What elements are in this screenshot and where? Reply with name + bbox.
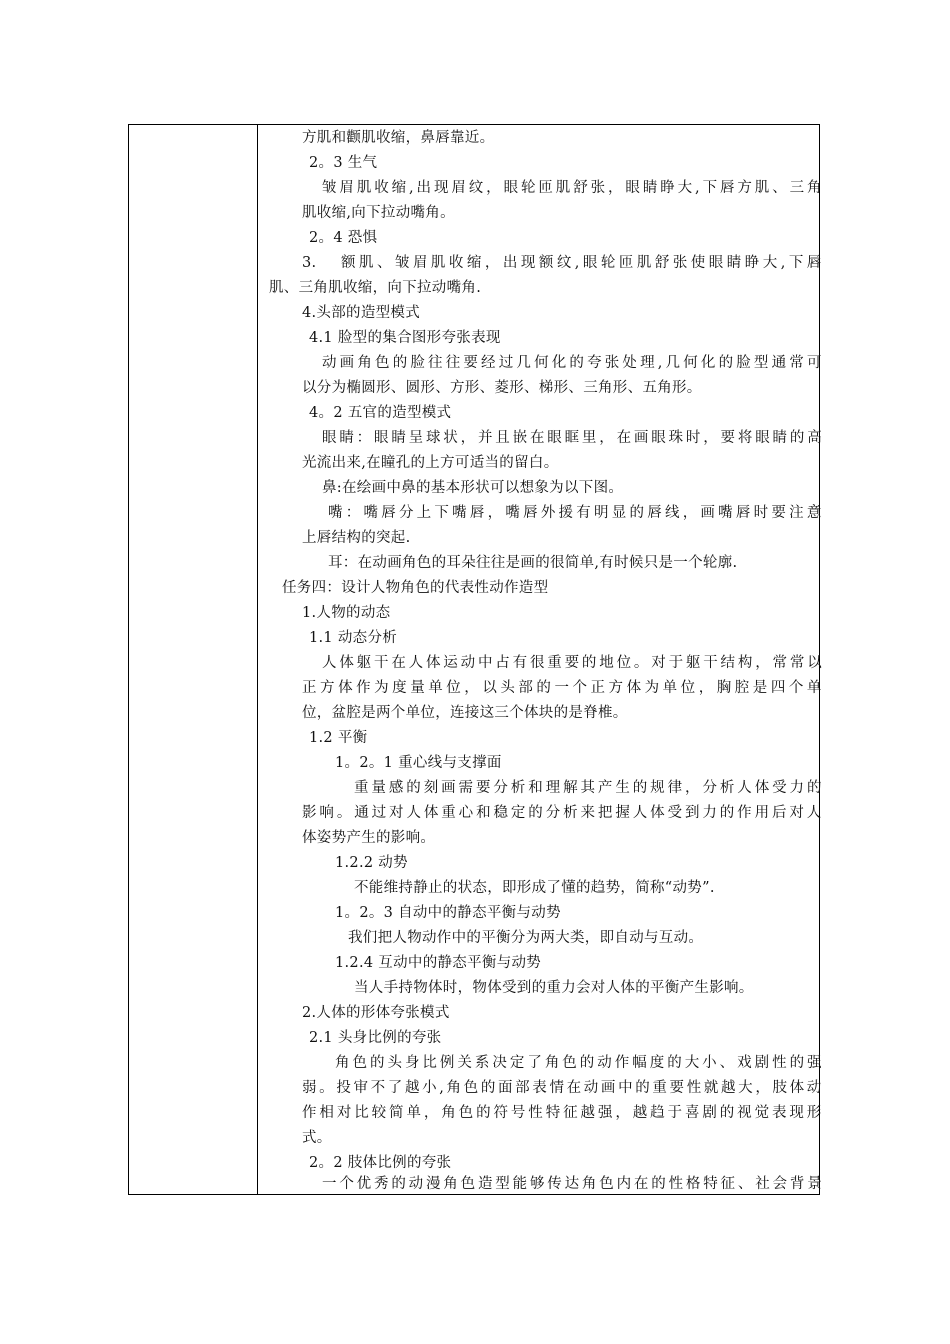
section-heading: 2。3 生气	[309, 155, 378, 171]
section-heading: 1.人物的动态	[302, 605, 391, 621]
text-line: 上唇结构的突起.	[302, 530, 411, 546]
section-heading: 4.1 脸型的集合图形夸张表现	[309, 330, 501, 346]
text-line: 鼻:在绘画中鼻的基本形状可以想象为以下图。	[322, 480, 624, 496]
section-heading: 1.2.4 互动中的静态平衡与动势	[335, 955, 542, 971]
text-line: 肌、三角肌收缩，向下拉动嘴角.	[269, 280, 482, 296]
section-heading: 2。4 恐惧	[309, 230, 378, 246]
table-left-cell	[129, 125, 258, 1194]
task-heading: 任务四：设计人物角色的代表性动作造型	[282, 580, 549, 596]
section-heading: 1.2.2 动势	[335, 855, 408, 871]
section-heading: 1。2。1 重心线与支撑面	[335, 755, 502, 771]
text-line: 作 相 对 比 较 简 单 ， 角 色 的 符 号 性 特 征 越 强 ， 越 趋 于 喜 剧 的 视 觉 表 现 形	[302, 1105, 822, 1121]
text-line: 角 色 的 头 身 比 例 关 系 决 定 了 角 色 的 动 作 幅 度 的 大 小 、 戏 剧 性 的 强	[335, 1055, 822, 1071]
list-number: 3.	[302, 255, 317, 271]
text-line: 嘴 ： 嘴 唇 分 上 下 嘴 唇 ， 嘴 唇 外 援 有 明 显 的 唇 线 ， 画 嘴 唇 时 要 注 意	[328, 505, 822, 521]
text-line: 正 方 体 作 为 度 量 单 位 ， 以 头 部 的 一 个 正 方 体 为 单 位 ， 胸 腔 是 四 个 单	[302, 680, 822, 696]
text-line: 弱 。 投 审 不 了 越 小 , 角 色 的 面 部 表 情 在 动 画 中 的 重 要 性 就 越 大 ， 肢 体 动	[302, 1080, 822, 1096]
text-line: 一 个 优 秀 的 动 漫 角 色 造 型 能 够 传 达 角 色 内 在 的 性 格 特 征 、 社 会 背 景	[322, 1176, 822, 1192]
section-heading: 2.人体的形体夸张模式	[302, 1005, 450, 1021]
text-line: 影 响 。 通 过 对 人 体 重 心 和 稳 定 的 分 析 来 把 握 人 体 受 到 力 的 作 用 后 对 人	[302, 805, 822, 821]
text-line: 光流出来,在瞳孔的上方可适当的留白。	[302, 455, 559, 471]
text-line: 式。	[302, 1130, 332, 1146]
text-line: 以分为椭圆形、圆形、方形、菱形、梯形、三角形、五角形。	[302, 380, 702, 396]
text-line: 人 体 躯 干 在 人 体 运 动 中 占 有 很 重 要 的 地 位 。 对 于 躯 干 结 构 ， 常 常 以	[322, 655, 822, 671]
text-line: 肌收缩,向下拉动嘴角。	[302, 205, 455, 221]
text-line: 动 画 角 色 的 脸 往 往 要 经 过 几 何 化 的 夸 张 处 理 , 几 何 化 的 脸 型 通 常 可	[322, 355, 822, 371]
text-line: 方肌和颧肌收缩，鼻唇靠近。	[302, 130, 495, 146]
text-line: 不能维持静止的状态，即形成了懂的趋势，简称“动势”.	[354, 880, 715, 896]
section-heading: 1。2。3 自动中的静态平衡与动势	[335, 905, 561, 921]
text-line: 当人手持物体时，物体受到的重力会对人体的平衡产生影响。	[354, 980, 754, 996]
table-right-cell	[259, 125, 822, 1194]
text-line: 位，盆腔是两个单位，连接这三个体块的是脊椎。	[302, 705, 628, 721]
section-heading: 4.头部的造型模式	[302, 305, 421, 321]
text-line: 体姿势产生的影响。	[302, 830, 436, 846]
text-line: 耳：在动画角色的耳朵往往是画的很简单,有时候只是一个轮廓.	[328, 555, 738, 571]
section-heading: 1.1 动态分析	[309, 630, 398, 646]
section-heading: 4。2 五官的造型模式	[309, 405, 452, 421]
text-line: 额 肌 、 皱 眉 肌 收 缩 ， 出 现 额 纹 , 眼 轮 匝 肌 舒 张 使 眼 睛 睁 大 , 下 唇	[341, 255, 822, 271]
text-line: 皱 眉 肌 收 缩 , 出 现 眉 纹 ， 眼 轮 匝 肌 舒 张 ， 眼 睛 睁 大 , 下 唇 方 肌 、 三 角	[322, 180, 822, 196]
text-line: 眼 睛 ： 眼 睛 呈 球 状 ， 并 且 嵌 在 眼 眶 里 ， 在 画 眼 珠 时 ， 要 将 眼 睛 的 高	[322, 430, 822, 446]
text-line: 重 量 感 的 刻 画 需 要 分 析 和 理 解 其 产 生 的 规 律 ， 分 析 人 体 受 力 的	[354, 780, 822, 796]
section-heading: 1.2 平衡	[309, 730, 368, 746]
section-heading: 2.1 头身比例的夸张	[309, 1030, 442, 1046]
content-table	[128, 124, 820, 1195]
text-line: 我们把人物动作中的平衡分为两大类，即自动与互动。	[348, 930, 704, 946]
section-heading: 2。2 肢体比例的夸张	[309, 1155, 452, 1171]
